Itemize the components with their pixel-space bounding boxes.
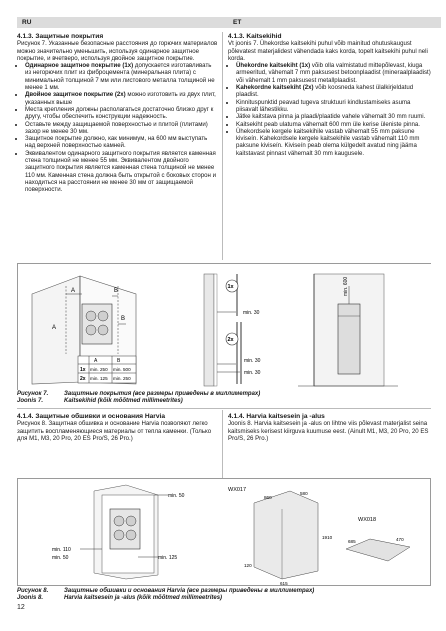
dim-580: 580 (300, 491, 308, 496)
dim-1910: 1910 (322, 535, 333, 540)
et-bullet (236, 121, 431, 128)
caption-ru-number: Рисунок 7. (17, 391, 49, 397)
lang-tag-et: ET (228, 17, 441, 28)
installed-panel-drawing (52, 485, 185, 579)
table-header-a: A (94, 358, 98, 364)
lang-tag-ru: RU (17, 17, 230, 28)
caption-et-number: Joonis 7. (17, 398, 44, 405)
et-section2-title: 4.1.4. Harvia kaitsesein ja -alus (228, 413, 325, 420)
et-section2-text: Joonis 8. Harvia kaitsesein ja -alus on lihtne viis põlevast materjalist seina kaitsmiseks kerisest kiirguva kuumuse eest. (Ainult M1, M3, 20 Pro, 20 ES Pro/S, 26 Pro.) (228, 420, 429, 442)
label-a2: A (52, 325, 57, 331)
caption-ru-text: Защитные покрытия (все размеры приведены в миллиметрах) (64, 391, 261, 397)
caption-ru-number: Рисунок 8. (17, 588, 49, 594)
label-a: A (71, 288, 76, 294)
model-wx017: WX017 (228, 487, 247, 493)
et-bullet (236, 128, 431, 157)
dim-min30: min. 30 (243, 310, 260, 316)
product-drawing (228, 487, 410, 586)
ru-section2-text: Рисунок 8. Защитная обшивка и основание Harvia позволяют легко защитить воспламеняющиеся материалы от тепла каменки. (Только для M1, M3, 20 Pro, 20 ES Pro/S, 26 Pro.) (17, 420, 212, 442)
label-2x: 2x (227, 337, 234, 343)
ru-bullet-text: Места крепления должны располагаться достаточно близко друг к другу, чтобы обеспечить конструкции надежность. (25, 105, 214, 121)
ru-bullet (25, 106, 218, 121)
et-bullet-text: Kinnituspunktid peavad tugeva struktuuri kindlustamiseks asuma piisavalt lähestikku. (236, 98, 411, 113)
et-section-protective-covers (228, 33, 431, 157)
dim-min30b: min. 30 (244, 358, 261, 364)
table-header-b: B (117, 358, 121, 364)
et-bullet (236, 99, 431, 114)
et-bullet (236, 62, 431, 84)
ru-bullet-text: Защитное покрытие должно, как минимум, на 600 мм выступать над верхней поверхностью камней. (25, 135, 208, 150)
et-bullet-text: Jätke kaitstava pinna ja plaadi/plaatide vahele vähemalt 30 mm ruumi. (236, 113, 426, 121)
ru-bullet-text: можно изготовить из двух плит, указанных выше (25, 91, 216, 106)
ru-section-title: 4.1.3. Защитные покрытия (17, 33, 104, 40)
caption-et-text: Harvia kaitsesein ja -alus (kõik mõõtmed millimeetrites) (64, 595, 223, 602)
ru-section2-title: 4.1.4. Защитные обшивки и основания Harvia (17, 413, 165, 420)
ru-bullet (25, 135, 218, 150)
ru-bullet-lead: Одинарное защитное покрытие (1x) (25, 62, 134, 70)
heater-side-icon (338, 304, 360, 374)
label-b: B (114, 288, 119, 294)
table-cell: min. 250 (113, 376, 131, 381)
caption-et-number: Joonis 8. (17, 595, 44, 602)
table-cell: min. 250 (90, 367, 108, 372)
table-cell: 1x (80, 367, 86, 373)
ru-bullet-text: Оставьте между защищаемой поверхностью и плитой (плитами) зазор не менее 30 мм. (25, 120, 208, 135)
figure-8-panel (17, 478, 431, 586)
clearance-table (78, 356, 136, 383)
et-bullet-list (228, 62, 431, 157)
dim-min50: min. 50 (168, 493, 185, 499)
heater-icon (110, 509, 140, 549)
ru-bullet-list (17, 62, 218, 193)
figure-8-drawing (18, 479, 432, 587)
page-number: 12 (17, 604, 25, 611)
figure-8-caption (17, 588, 431, 602)
et-bullet (236, 113, 431, 120)
et-bullet-text: võib koosneda kahest ülalkirjeldatud plaadist. (236, 84, 414, 99)
et-intro: Vt joonis 7. Ühekordse kaitsekihi puhul võib mainitud ohutuskaugust põlevatest materjalidest vähendada kaks korda, topelt kaitsekihi puhul neli korda. (228, 40, 428, 62)
dim-min110: min. 110 (52, 547, 71, 553)
ru-bullet (25, 62, 218, 91)
et-bullet-text: Kaitsekiht peab ulatuma vähemalt 600 mm üle kerise üleniste pinna. (236, 120, 420, 128)
ru-bullet-text: допускается изготавливать из негорючих плит из фиброцемента (минеральная плита) с минимальной толщиной 7 мм или листового металла толщиной не менее 1 мм. (25, 62, 215, 92)
et-bullet-lead: Ühekordne kaitsekiht (1x) (236, 62, 311, 70)
ru-bullet (25, 121, 218, 136)
ru-section-protective-covers (17, 33, 218, 194)
figure-7-caption (17, 391, 431, 405)
ru-intro: Рисунок 7. Указанные безопасные расстояния до горючих материалов можно значительно уменьшить, используя одинарное защитное покрытие, и вчетверо, используя двойное защитное покрытие. (17, 40, 218, 62)
ru-bullet-text: Эквивалентом одинарного защитного покрытия является каменная стена толщиной не менее 55 мм. Эквивалентом двойного защитного покрытия является каменная стена толщиной не менее 110 мм. Каменная стена должна быть открытой с боковых сторон и находиться на расстоянии не менее 30 мм от защищаемой поверхности. (25, 149, 217, 194)
table-cell: 2x (80, 376, 86, 382)
column-divider (222, 32, 223, 260)
et-bullet (236, 84, 431, 99)
section-divider (17, 408, 431, 409)
caption-et-text: Kaitsekihid (kõik mõõtmed millimeetrites) (64, 398, 183, 405)
model-wx018: WX018 (358, 517, 377, 523)
ru-bullet (25, 150, 218, 194)
dim-min600: min. 600 (343, 276, 349, 296)
dim-min125: min. 125 (158, 555, 178, 561)
et-bullet-lead: Kahekordne kaitsekiht (2x) (236, 84, 314, 92)
dim-615: 615 (280, 581, 288, 586)
et-bullet-text: võib olla valmistatud mittepõlevast, kiuga armeeritud, vähemalt 7 mm paksusest betoonplaadist (mineraalplaadist) või vähemalt 1 mm paksusest metallplaadist. (236, 62, 431, 84)
et-section-harvia (228, 413, 431, 442)
dim-min30c: min. 30 (244, 370, 261, 376)
table-cell: min. 125 (90, 376, 108, 381)
et-section-title: 4.1.3. Kaitsekihid (228, 33, 282, 40)
figure-7-panel (17, 263, 431, 390)
dim-min50b: min. 50 (52, 555, 69, 561)
figure-7-drawing (18, 264, 432, 391)
et-bullet-text: Ühekordsele kergele kaitsekihile vastab vähemalt 55 mm paksune kiviseín. Kahekordsele kergele kaitsekihile vastab vähemalt 110 mm paksune kiviseín. Kiviseín peab olema külgedelt avatud ning jääma kaitstavast pinnast vähemalt 30 mm kaugusele. (236, 127, 420, 157)
table-cell: min. 500 (113, 367, 131, 372)
heater-icon (82, 304, 112, 344)
label-b2: B (121, 316, 126, 322)
dim-120: 120 (244, 563, 252, 568)
caption-ru-text: Защитные обшивки и основания Harvia (все размеры приведены в миллиметрах) (64, 588, 315, 594)
dim-470: 470 (396, 537, 404, 542)
ru-bullet (25, 91, 218, 106)
dim-685: 685 (348, 539, 356, 544)
label-1x: 1x (227, 284, 234, 290)
dim-860: 860 (264, 495, 272, 500)
ru-section-harvia (17, 413, 218, 442)
ru-bullet-lead: Двойное защитное покрытие (2x) (25, 91, 126, 99)
